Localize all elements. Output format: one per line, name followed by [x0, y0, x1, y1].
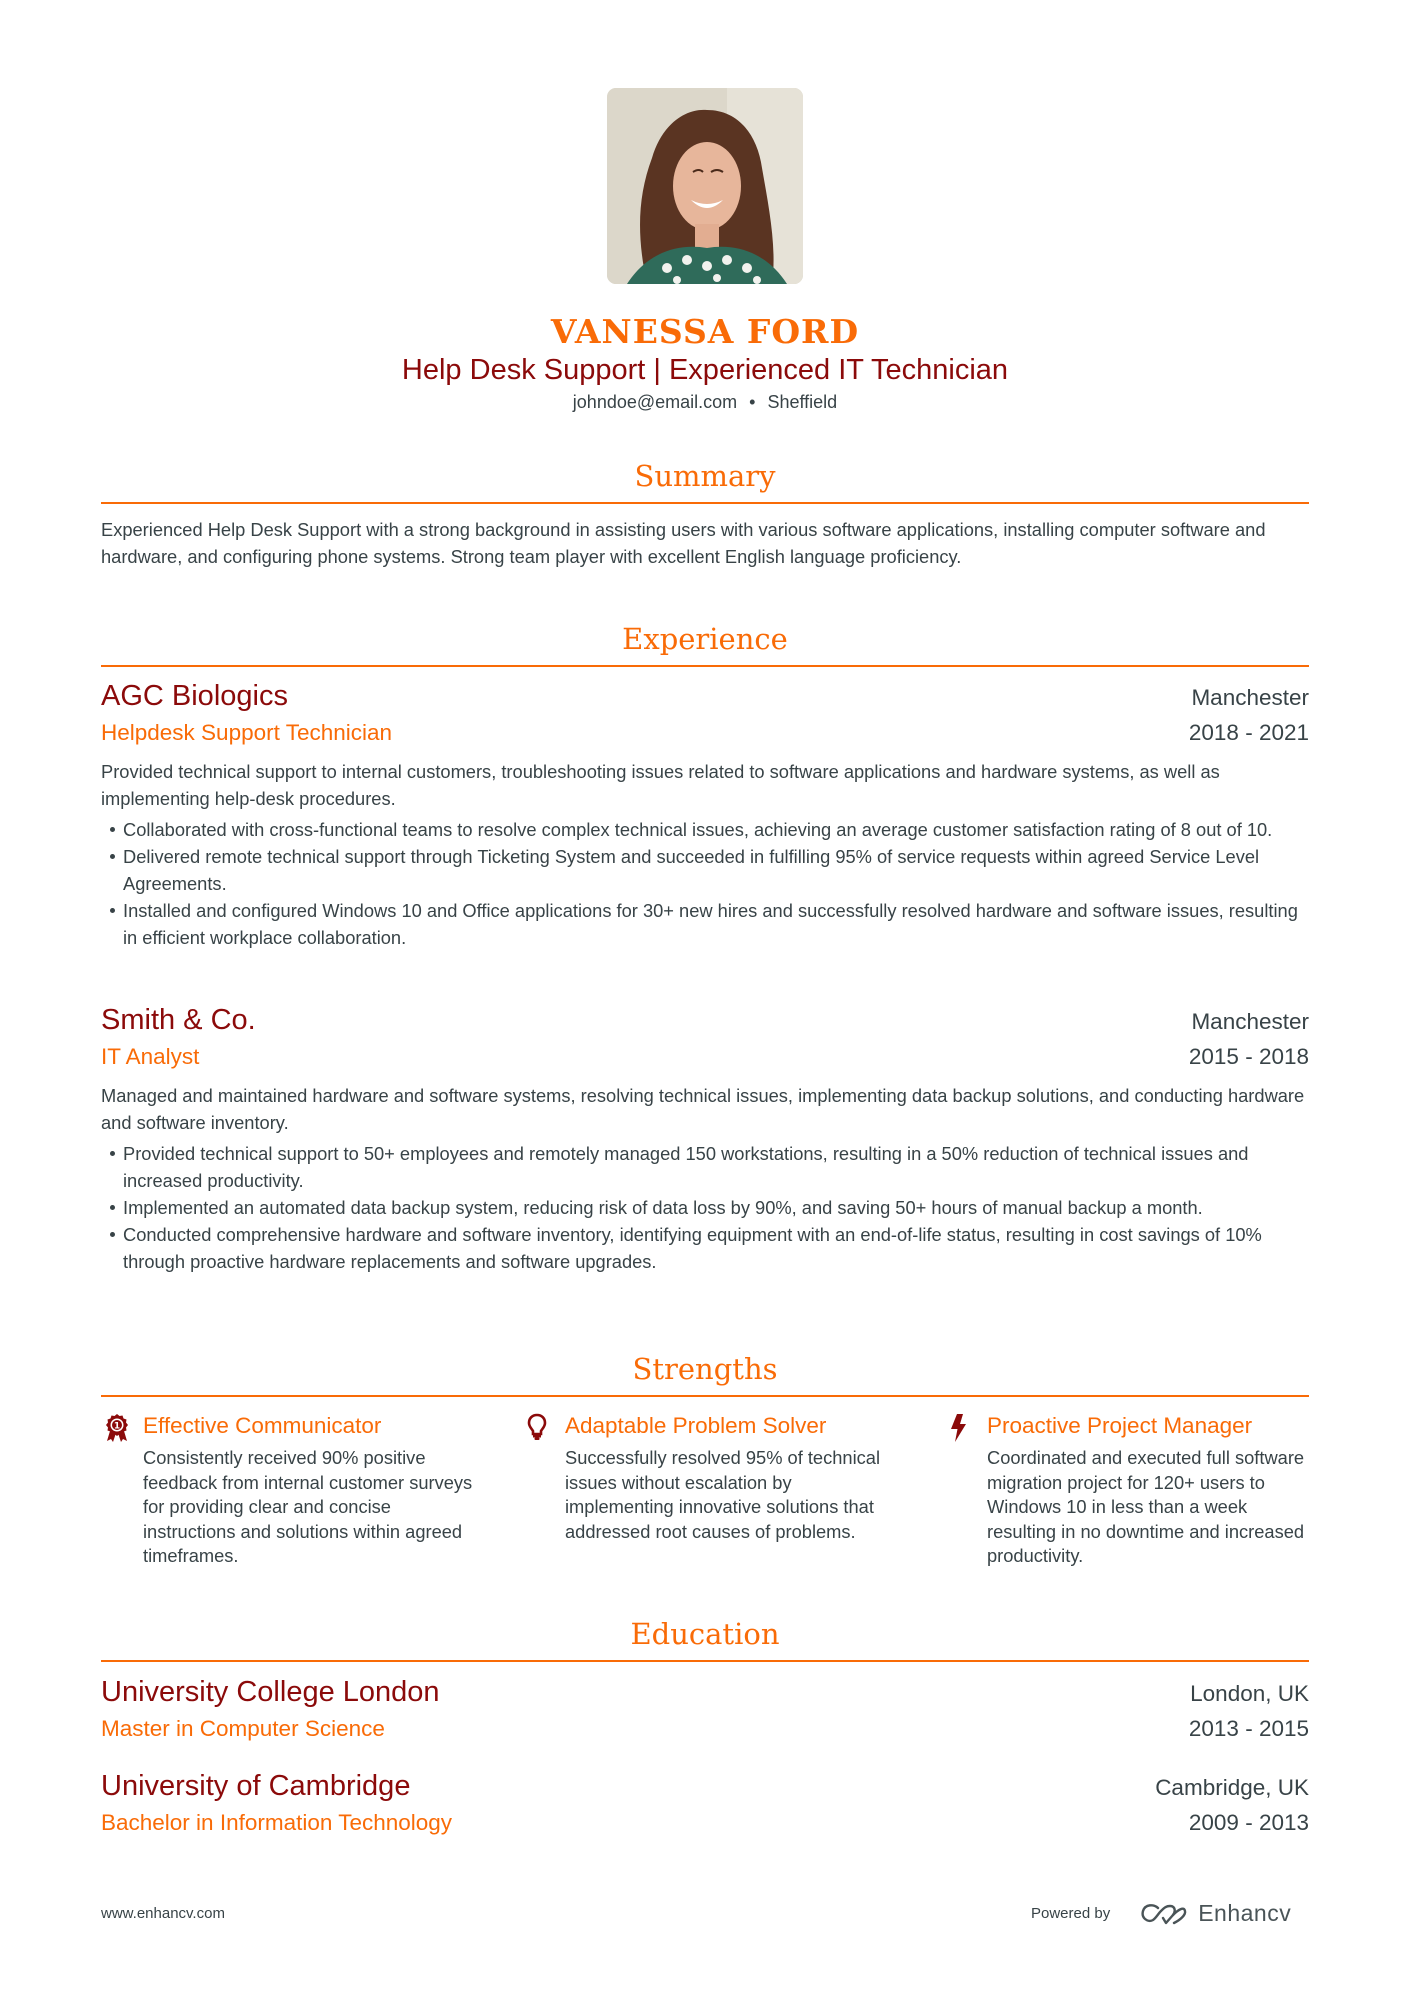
education-entry	[101, 1674, 1309, 1746]
job-location: Manchester	[1191, 685, 1309, 710]
brand-name: Enhancv	[1198, 1900, 1292, 1926]
email-link[interactable]: johndoe@email.com	[572, 392, 738, 412]
website-link[interactable]: www.enhancv.com	[101, 1905, 225, 1922]
school-location: Cambridge, UK	[1155, 1775, 1309, 1800]
section-title-summary: Summary	[101, 458, 1309, 504]
company-name: AGC Biologics	[101, 680, 288, 712]
strength-description: Successfully resolved 95% of technical issues without escalation by implementing innovative solutions that addressed root causes of problems.	[565, 1447, 881, 1542]
experience-entry	[101, 678, 1309, 951]
education-dates: 2013 - 2015	[1188, 1716, 1309, 1741]
strength-title: Effective Communicator	[143, 1413, 382, 1438]
strength-description: Coordinated and executed full software migration project for 120+ users to Windows 10 in less than a week resulting in no downtime and increased productivity.	[987, 1447, 1305, 1566]
education-dates: 2009 - 2013	[1188, 1810, 1309, 1835]
job-dates: 2018 - 2021	[1188, 720, 1309, 745]
enhancv-logo-icon	[1140, 1902, 1188, 1926]
brand-logo[interactable]	[1140, 1900, 1291, 1927]
job-achievements	[101, 1140, 1309, 1275]
candidate-headline: Help Desk Support | Experienced IT Technician	[401, 354, 1009, 386]
section-title-strengths: Strengths	[101, 1351, 1309, 1397]
job-description: Managed and maintained hardware and software systems, resolving technical issues, implementing data backup solutions, and conducting hardware and software inventory.	[101, 1085, 1305, 1133]
portrait-image	[607, 88, 803, 284]
strength-description: Consistently received 90% positive feedback from internal customer surveys for providing clear and concise instructions and solutions within agreed timeframes.	[143, 1447, 473, 1566]
strength-item	[101, 1410, 523, 1569]
svg-text:1: 1	[113, 1421, 121, 1432]
powered-by	[1031, 1900, 1291, 1927]
job-dates: 2015 - 2018	[1188, 1044, 1309, 1069]
job-description: Provided technical support to internal customers, troubleshooting issues related to software applications and hardware systems, as well as implementing help-desk procedures.	[101, 761, 1220, 809]
achievement-item: Installed and configured Windows 10 and Office applications for 30+ new hires and successfully resolved hardware and software issues, resulting in efficient workplace collaboration.	[101, 897, 1309, 951]
education-entry	[101, 1768, 1309, 1840]
strength-item	[523, 1410, 945, 1569]
lightbulb-icon	[523, 1410, 565, 1569]
contact-separator: •	[749, 392, 756, 412]
school-location: London, UK	[1190, 1681, 1309, 1706]
contact-line	[0, 390, 1410, 414]
degree-name: Bachelor in Information Technology	[101, 1810, 453, 1835]
summary-text: Experienced Help Desk Support with a strong background in assisting users with various software applications, installing computer software and hardware, and configuring phone systems. Strong team player with excellent English language proficiency.	[101, 519, 1266, 567]
achievement-item: Implemented an automated data backup system, reducing risk of data loss by 90%, and saving 50+ hours of manual backup a month.	[101, 1194, 1309, 1221]
job-title: Helpdesk Support Technician	[101, 720, 393, 745]
profile-photo	[607, 88, 803, 284]
section-title-education: Education	[101, 1616, 1309, 1662]
company-name: Smith & Co.	[101, 1004, 256, 1036]
achievement-item: Collaborated with cross-functional teams to resolve complex technical issues, achieving an average customer satisfaction rating of 8 out of 10.	[101, 816, 1309, 843]
job-achievements	[101, 816, 1309, 951]
experience-entry	[101, 1002, 1309, 1275]
job-location: Manchester	[1191, 1009, 1309, 1034]
achievement-item: Provided technical support to 50+ employees and remotely managed 150 workstations, resulting in a 50% reduction of technical issues and increased productivity.	[101, 1140, 1309, 1194]
achievement-item: Conducted comprehensive hardware and software inventory, identifying equipment with an end-of-life status, resulting in cost savings of 10% through proactive hardware replacements and software upgrades.	[101, 1221, 1309, 1275]
strength-title: Proactive Project Manager	[987, 1413, 1253, 1438]
strength-item	[945, 1410, 1309, 1569]
award-ribbon-icon	[101, 1410, 143, 1569]
school-name: University College London	[101, 1676, 440, 1708]
location-text: Sheffield	[767, 392, 838, 412]
powered-by-label: Powered by	[1031, 1905, 1111, 1922]
section-title-experience: Experience	[101, 621, 1309, 667]
strength-title: Adaptable Problem Solver	[565, 1413, 827, 1438]
degree-name: Master in Computer Science	[101, 1716, 385, 1741]
candidate-name: VANESSA FORD	[550, 312, 860, 351]
strengths-list	[101, 1410, 1309, 1569]
job-title: IT Analyst	[101, 1044, 200, 1069]
achievement-item: Delivered remote technical support through Ticketing System and succeeded in fulfilling 95% of service requests within agreed Service Level Agreements.	[101, 843, 1309, 897]
school-name: University of Cambridge	[101, 1770, 411, 1802]
lightning-bolt-icon	[945, 1410, 987, 1569]
